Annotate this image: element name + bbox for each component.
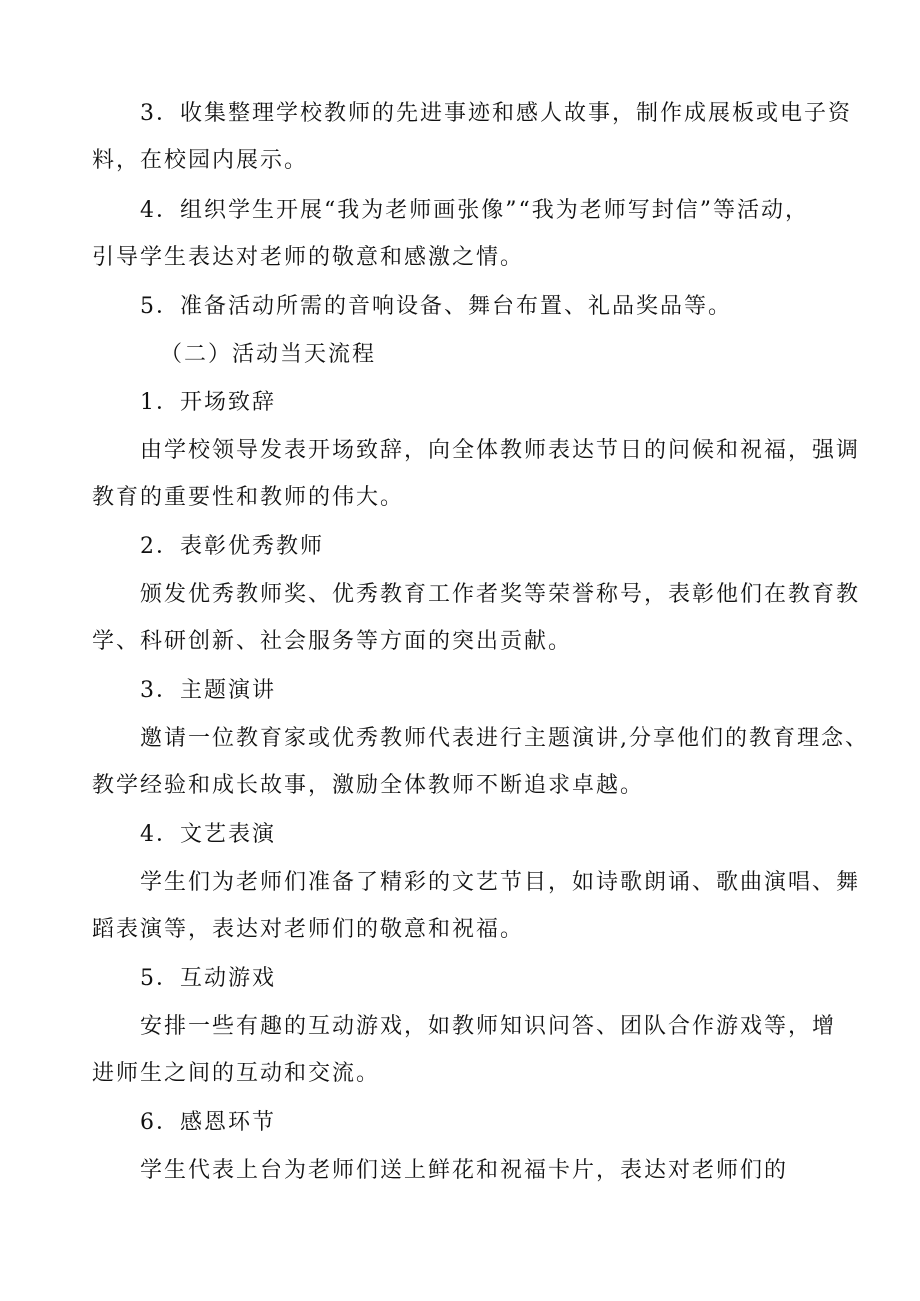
paragraph-line: 安排一些有趣的互动游戏，如教师知识问答、团队合作游戏等，增 (140, 1014, 837, 1039)
paragraph-line: 由学校领导发表开场致辞，向全体教师表达节日的问候和祝福，强调 (140, 438, 861, 463)
paragraph-line: 蹈表演等，表达对老师们的敬意和祝福。 (92, 917, 525, 942)
paragraph-line: 引导学生表达对老师的敬意和感激之情。 (92, 245, 525, 270)
paragraph-line: 4．组织学生开展“我为老师画张像”“我为老师写封信”等活动， (140, 198, 809, 223)
paragraph-line: 3．收集整理学校教师的先进事迹和感人故事，制作成展板或电子资 (140, 101, 852, 126)
paragraph-line: 5．准备活动所需的音响设备、舞台布置、礼品奖品等。 (140, 294, 732, 319)
paragraph-line: 进师生之间的互动和交流。 (92, 1061, 381, 1086)
item-heading: 2．表彰优秀教师 (140, 534, 324, 559)
paragraph-line: 教学经验和成长故事，激励全体教师不断追求卓越。 (92, 773, 645, 798)
paragraph-line: 学、科研创新、社会服务等方面的突出贡献。 (92, 629, 573, 654)
item-heading: 4．文艺表演 (140, 822, 276, 847)
item-heading: 6．感恩环节 (140, 1110, 276, 1135)
paragraph-line: 颁发优秀教师奖、优秀教育工作者奖等荣誉称号，表彰他们在教育教 (140, 582, 861, 607)
item-heading: 5．互动游戏 (140, 966, 276, 991)
paragraph-line: 学生们为老师们准备了精彩的文艺节目，如诗歌朗诵、歌曲演唱、舞 (140, 870, 861, 895)
paragraph-line: 教育的重要性和教师的伟大。 (92, 485, 405, 510)
section-heading: （二）活动当天流程 (160, 342, 377, 367)
paragraph-line: 邀请一位教育家或优秀教师代表进行主题演讲,分享他们的教育理念、 (140, 726, 869, 751)
item-heading: 3．主题演讲 (140, 678, 276, 703)
paragraph-line: 料，在校园内展示。 (92, 148, 309, 173)
item-heading: 1．开场致辞 (140, 390, 276, 415)
paragraph-line: 学生代表上台为老师们送上鲜花和祝福卡片，表达对老师们的 (140, 1158, 789, 1183)
